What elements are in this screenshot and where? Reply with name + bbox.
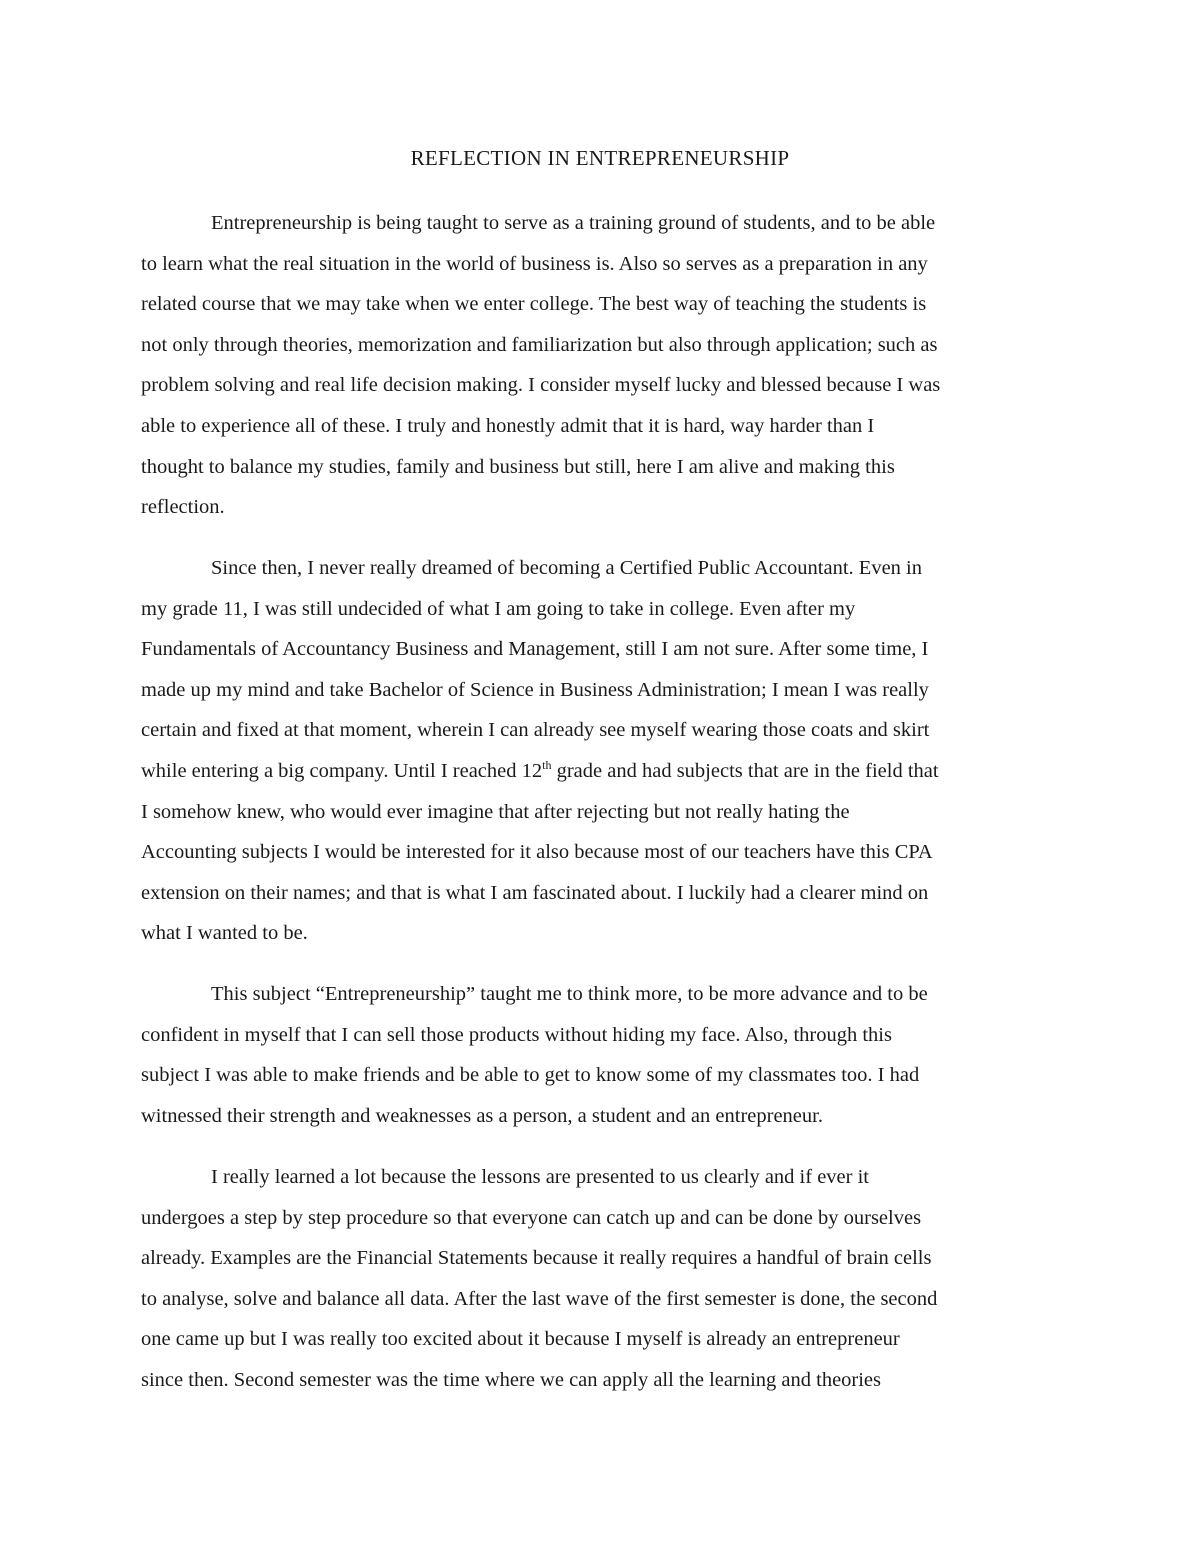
text-line: reflection. xyxy=(141,496,225,519)
text-line: Since then, I never really dreamed of becoming a Certified Public Accountant. Even in xyxy=(211,557,922,579)
text-line: not only through theories, memorization and familiarization but also through application; such as xyxy=(141,333,938,356)
text-line: one came up but I was really too excited about it because I myself is already an entrepreneur xyxy=(141,1328,900,1351)
text-line: This subject “Entrepreneurship” taught me to think more, to be more advance and to be xyxy=(211,983,928,1005)
text-line: certain and fixed at that moment, wherein I can already see myself wearing those coats and skirt xyxy=(141,719,930,742)
text-line: already. Examples are the Financial Statements because it really requires a handful of brain cells xyxy=(141,1247,932,1270)
paragraph-3 xyxy=(141,974,1061,1136)
text-line: what I wanted to be. xyxy=(141,922,308,945)
text-line: to analyse, solve and balance all data. After the last wave of the first semester is done, the second xyxy=(141,1287,938,1310)
text-line: since then. Second semester was the time where we can apply all the learning and theories xyxy=(141,1368,882,1391)
text-line: able to experience all of these. I truly and honestly admit that it is hard, way harder than I xyxy=(141,414,875,437)
paragraph-2 xyxy=(141,548,1061,954)
text-line: subject I was able to make friends and be able to get to know some of my classmates too. I had xyxy=(141,1064,920,1087)
text-line-with-superscript xyxy=(141,751,1061,792)
text-line: to learn what the real situation in the world of business is. Also so serves as a preparation in any xyxy=(141,252,928,275)
text-line: witnessed their strength and weaknesses as a person, a student and an entrepreneur. xyxy=(141,1104,823,1127)
text-line: Entrepreneurship is being taught to serve as a training ground of students, and to be able xyxy=(211,212,936,234)
paragraph-1 xyxy=(141,203,1061,528)
text-line: undergoes a step by step procedure so that everyone can catch up and can be done by ourselves xyxy=(141,1206,922,1229)
text-line: thought to balance my studies, family and business but still, here I am alive and making this xyxy=(141,455,895,478)
text-line: confident in myself that I can sell those products without hiding my face. Also, through this xyxy=(141,1023,892,1046)
text-line: I somehow knew, who would ever imagine that after rejecting but not really hating the xyxy=(141,800,850,823)
text-line: extension on their names; and that is what I am fascinated about. I luckily had a clearer mind on xyxy=(141,881,929,904)
text-line: made up my mind and take Bachelor of Science in Business Administration; I mean I was really xyxy=(141,678,929,701)
paragraph-4 xyxy=(141,1157,1061,1401)
text-line: Accounting subjects I would be interested for it also because most of our teachers have this CPA xyxy=(141,841,933,864)
text-segment: while entering a big company. Until I reached 12 xyxy=(141,759,543,782)
text-line: problem solving and real life decision making. I consider myself lucky and blessed because I was xyxy=(141,374,941,397)
text-line: related course that we may take when we enter college. The best way of teaching the students is xyxy=(141,293,927,316)
text-line: Fundamentals of Accountancy Business and Management, still I am not sure. After some time, I xyxy=(141,638,929,661)
ordinal-superscript: th xyxy=(542,758,552,773)
text-line: my grade 11, I was still undecided of what I am going to take in college. Even after my xyxy=(141,597,856,620)
document-title: REFLECTION IN ENTREPRENEURSHIP xyxy=(410,146,790,170)
text-line: I really learned a lot because the lessons are presented to us clearly and if ever it xyxy=(211,1166,869,1188)
text-segment: grade and had subjects that are in the field that xyxy=(551,759,939,782)
